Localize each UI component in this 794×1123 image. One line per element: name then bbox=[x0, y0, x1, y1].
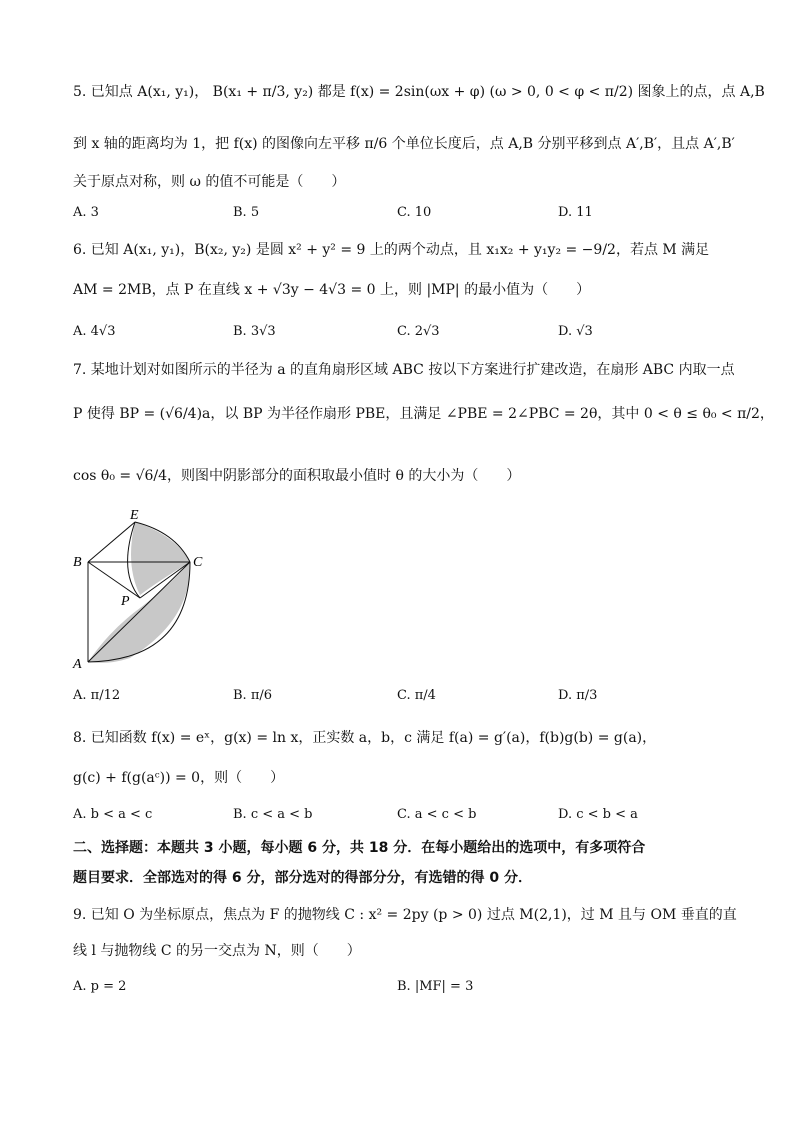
q7-option-a: A. π/12 bbox=[73, 688, 121, 703]
label-b: B bbox=[73, 555, 82, 570]
q5-line2: 到 x 轴的距离均为 1，把 f(x) 的图像向左平移 π/6 个单位长度后，点 A,B 分别平移到点 A′,B′，且点 A′,B′ bbox=[73, 136, 735, 152]
q9-option-b: B. |MF| = 3 bbox=[397, 979, 474, 994]
q9-line2: 线 l 与抛物线 C 的另一交点为 N，则（ ） bbox=[73, 943, 361, 959]
q6-option-b: B. 3√3 bbox=[233, 324, 276, 339]
label-p: P bbox=[121, 594, 130, 609]
q5-option-a: A. 3 bbox=[73, 205, 99, 220]
q6-option-d: D. √3 bbox=[558, 324, 593, 339]
q7-option-b: B. π/6 bbox=[233, 688, 273, 703]
label-e: E bbox=[130, 510, 139, 523]
q8-option-c: C. a < c < b bbox=[397, 807, 477, 822]
sector-figure bbox=[70, 510, 220, 670]
label-c: C bbox=[193, 555, 203, 570]
q5-option-c: C. 10 bbox=[397, 205, 432, 220]
q7-line2: P 使得 BP = (√6/4)a，以 BP 为半径作扇形 PBE，且满足 ∠PBE = 2∠PBC = 2θ，其中 0 < θ ≤ θ₀ < π/2， bbox=[73, 406, 774, 422]
q7-line3: cos θ₀ = √6/4，则图中阴影部分的面积取最小值时 θ 的大小为（ ） bbox=[73, 468, 521, 484]
q5-line1: 5. 已知点 A(x₁, y₁)， B(x₁ + π/3, y₂) 都是 f(x) = 2sin(ωx + φ) (ω > 0, 0 < φ < π/2) 图象上的点，点 A,B bbox=[73, 84, 765, 100]
label-a: A bbox=[73, 657, 82, 670]
q8-option-b: B. c < a < b bbox=[233, 807, 313, 822]
q6-option-c: C. 2√3 bbox=[397, 324, 440, 339]
q5-option-d: D. 11 bbox=[558, 205, 593, 220]
q8-option-a: A. b < a < c bbox=[73, 807, 153, 822]
q8-line2: g(c) + f(g(aᶜ)) = 0，则（ ） bbox=[73, 770, 285, 786]
q9-line1: 9. 已知 O 为坐标原点，焦点为 F 的抛物线 C : x² = 2py (p > 0) 过点 M(2,1)，过 M 且与 OM 垂直的直 bbox=[73, 907, 737, 923]
q7-option-c: C. π/4 bbox=[397, 688, 436, 703]
q7-option-d: D. π/3 bbox=[558, 688, 598, 703]
q5-option-b: B. 5 bbox=[233, 205, 260, 220]
section2-heading-line2: 题目要求．全部选对的得 6 分，部分选对的得部分分，有选错的得 0 分． bbox=[73, 870, 532, 886]
q6-option-a: A. 4√3 bbox=[73, 324, 116, 339]
section2-heading-line1: 二、选择题：本题共 3 小题，每小题 6 分，共 18 分．在每小题给出的选项中，有多项符合 bbox=[73, 840, 646, 856]
q9-option-a: A. p = 2 bbox=[73, 979, 127, 994]
q6-line2: AM = 2MB，点 P 在直线 x + √3y − 4√3 = 0 上，则 |MP| 的最小值为（ ） bbox=[73, 282, 591, 298]
q5-line3: 关于原点对称，则 ω 的值不可能是（ ） bbox=[73, 174, 346, 190]
q7-line1: 7. 某地计划对如图所示的半径为 a 的直角扇形区域 ABC 按以下方案进行扩建改造，在扇形 ABC 内取一点 bbox=[73, 362, 735, 378]
q8-option-d: D. c < b < a bbox=[558, 807, 638, 822]
q6-line1: 6. 已知 A(x₁, y₁)，B(x₂, y₂) 是圆 x² + y² = 9 上的两个动点，且 x₁x₂ + y₁y₂ = −9/2，若点 M 满足 bbox=[73, 242, 710, 258]
q8-line1: 8. 已知函数 f(x) = eˣ，g(x) = ln x，正实数 a，b，c 满足 f(a) = g′(a)，f(b)g(b) = g(a)， bbox=[73, 730, 657, 746]
